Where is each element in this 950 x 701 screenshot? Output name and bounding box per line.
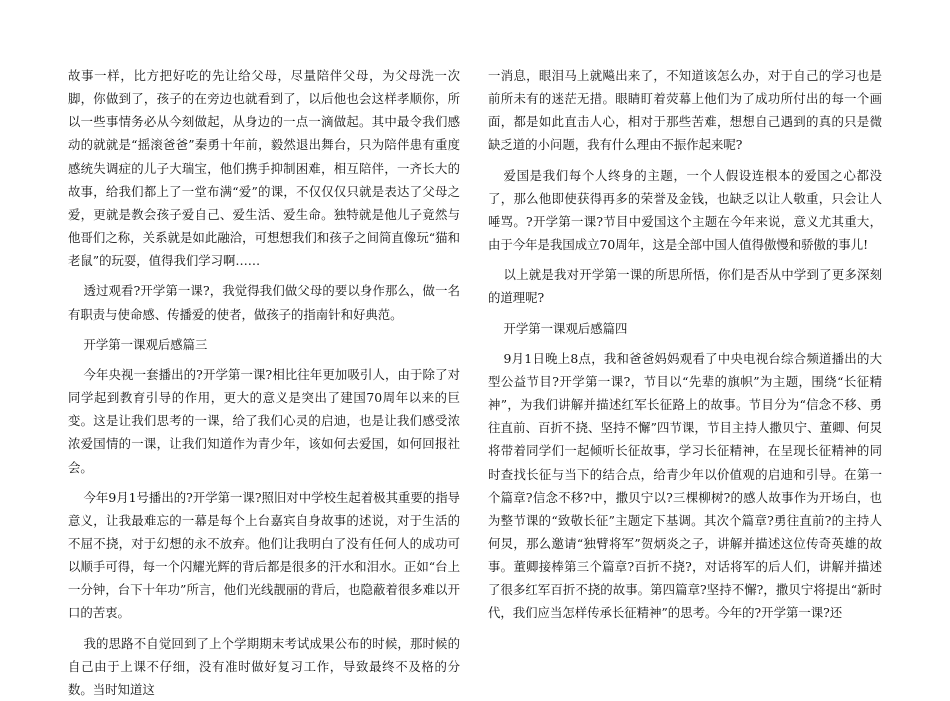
section-heading: 开学第一课观后感篇三 bbox=[83, 336, 208, 352]
paragraph: 透过观看?开学第一课?，我觉得我们做父母的要以身作那么，做一名有职责与使命感、传播爱的使者，做孩子的指南针和好典范。 bbox=[68, 283, 460, 322]
paragraph: 以上就是我对开学第一课的所思所悟，你们是否从中学到了更多深刻的道理呢? bbox=[488, 267, 882, 306]
paragraph: 爱国是我们每个人终身的主题，一个人假设连根本的爱国之心都没了，那么他即使获得再多的荣誉及金钱，也缺乏以让人敬重，只会让人唾骂。?开学第一课?节目中爱国这个主题在今年来说，意义尤其重大，由于今年是我国成立70周年，这是全部中国人值得傲慢和骄傲的事儿! bbox=[488, 167, 882, 253]
paragraph: 今年9月1号播出的?开学第一课?照旧对中学校生起着极其重要的指导意义，让我最难忘的一幕是每个上台嘉宾自身故事的述说，对于生活的不屈不挠，对于幻想的永不放弃。他们让我明白了没有任何人的成功可以顺手可得，每一个闪耀光辉的背后都是很多的汗水和泪水。正如“台上一分钟，台下十年功”所言，他们光线靓丽的背后，也隐蔽着很多难以开口的苦衷。 bbox=[68, 489, 460, 621]
paragraph-continued: 一消息，眼泪马上就飚出来了，不知道该怎么办，对于自己的学习也是前所未有的迷茫无措。眼睛盯着荧幕上他们为了成功所付出的每一个画面，都是如此直击人心，相对于那些苦难，想想自己遇到的真的只是微缺乏道的小问题，我有什么理由不振作起来呢? bbox=[488, 68, 882, 153]
right-column bbox=[488, 64, 882, 625]
paragraph: 今年央视一套播出的?开学第一课?相比往年更加吸引人，由于除了对同学起到教育引导的作用，更大的意义是突出了建国70周年以来的巨变。这是让我们思考的一课，给了我们心灵的启迪，也是让我们感受浓浓爱国情的一课，让我们知道作为青少年，该如何去爱国，如何回报社会。 bbox=[68, 366, 460, 475]
left-column bbox=[68, 64, 460, 701]
paragraph: 9月1日晚上8点，我和爸爸妈妈观看了中央电视台综合频道播出的大型公益节目?开学第一课?，节目以“先辈的旗帜”为主题，围绕“长征精神”，为我们讲解并描述红军长征路上的故事。节目分为“信念不移、勇往直前、百折不挠、坚持不懈”四节课，节目主持人撒贝宁、董卿、何炅将带着同学们一起倾听长征故事，学习长征精神，在呈现长征精神的同时查找长征与当下的结合点，给青少年以价值观的启迪和引导。在第一个篇章?信念不移?中，撒贝宁以?三棵柳树?的感人故事作为开场白，也为整节课的“致敬长征”主题定下基调。其次个篇章?勇往直前?的主持人何炅，那么邀请“独臂将军”贺炳炎之子，讲解并描述这位传奇英雄的故事。董卿接棒第三个篇章?百折不挠?，对话将军的后人们，讲解并描述了很多红军百折不挠的故事。第四篇章?坚持不懈?，撒贝宁将提出“新时代，我们应当怎样传承长征精神”的思考。今年的?开学第一课?还 bbox=[488, 350, 882, 621]
section-heading: 开学第一课观后感篇四 bbox=[503, 320, 628, 336]
paragraph-continued: 故事一样，比方把好吃的先让给父母，尽量陪伴父母，为父母洗一次脚，你做到了，孩子的在旁边也就看到了，以后他也会这样孝顺你，所以一些事情务必从今刻做起，从身边的一点一滴做起。其中最令我们感动的就就是“摇滚爸爸”秦勇十年前，毅然退出舞台，只为陪伴患有重度感统失调症的儿子大瑞宝，他们携手抑制困难，相互陪伴，一齐长大的故事，给我们都上了一堂布满“爱”的课，不仅仅仅只就是表达了父母之爱，更就是教会孩子爱自己、爱生活、爱生命。独特就是他儿子竟然与他哥们之称，关系就是如此融洽，可想想我们和孩子之间简直像玩“猫和老鼠”的玩耍，值得我们学习啊…… bbox=[68, 68, 460, 269]
paragraph: 我的思路不自觉回到了上个学期期末考试成果公布的时候，那时候的自己由于上课不仔细，没有准时做好复习工作，导致最终不及格的分数。当时知道这 bbox=[68, 635, 460, 697]
